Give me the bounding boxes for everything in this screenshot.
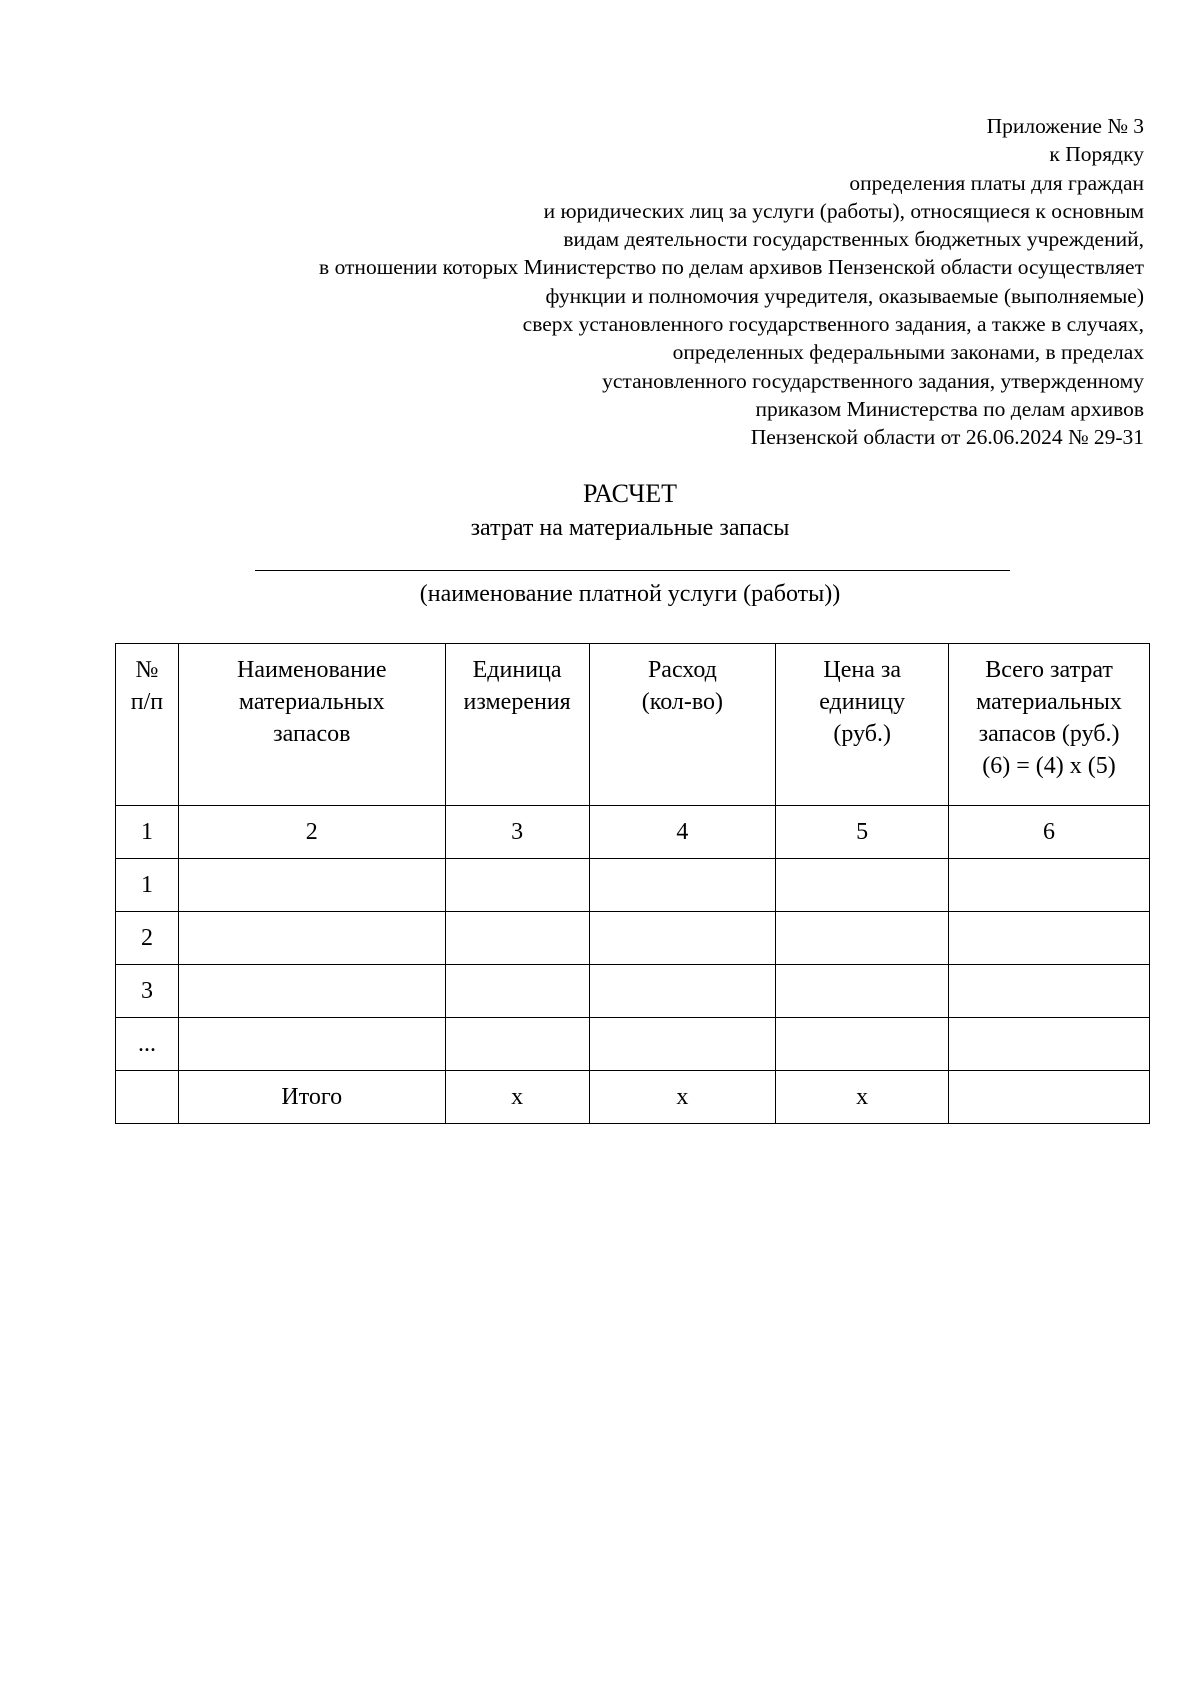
header-line: измерения [463,689,571,715]
table-cell [776,912,949,965]
header-line: Расход [647,657,717,683]
table-cell [178,965,445,1018]
header-line: Цена за [823,657,901,683]
table-cell [589,912,776,965]
table-cell: 1 [116,859,179,912]
header-line: п/п [130,689,164,715]
annex-line: в отношении которых Министерство по делам архивов Пензенской области осуществляет [319,255,1144,280]
annex-line: Пензенской области от 26.06.2024 № 29-31 [750,425,1144,450]
table-cell [589,965,776,1018]
header-consumption [589,644,776,806]
annex-line: видам деятельности государственных бюджетных учреждений, [563,227,1144,252]
header-total-cost [949,644,1150,806]
column-number-cell: 1 [116,806,179,859]
materials-cost-table [115,643,1150,1124]
table-header-row [116,644,1150,806]
column-number-cell: 2 [178,806,445,859]
table-cell: 2 [116,912,179,965]
total-cell: x [589,1071,776,1124]
column-number-cell: 3 [445,806,589,859]
total-cell: x [776,1071,949,1124]
table-cell: 3 [116,965,179,1018]
header-material-name [178,644,445,806]
table-cell [949,912,1150,965]
column-number-row [116,806,1150,859]
table-cell [178,912,445,965]
header-line: запасов (руб.) [978,721,1120,747]
annex-line: Приложение № 3 [986,114,1144,138]
table-cell [445,965,589,1018]
column-number-cell: 5 [776,806,949,859]
header-line: запасов [273,721,351,747]
table-row [116,912,1150,965]
header-line: Единица [472,657,562,683]
table-row [116,1018,1150,1071]
header-line: единицу [819,689,906,715]
service-name-blank-line [255,570,1010,571]
annex-line: установленного государственного задания, утвержденному [602,368,1144,393]
table-cell [178,1018,445,1071]
annex-line: определения платы для граждан [849,170,1144,195]
document-heading: РАСЧЕТ [583,479,677,508]
annex-line: сверх установленного государственного задания, а также в случаях, [522,312,1144,337]
header-line: материальных [238,689,385,715]
header-line: (руб.) [833,721,891,747]
annex-line: приказом Министерства по делам архивов [755,396,1144,421]
header-line: Наименование [237,657,387,683]
total-cell [116,1071,179,1124]
table-cell [776,859,949,912]
header-line: № [135,657,159,683]
annex-line: функции и полномочия учредителя, оказываемые (выполняемые) [545,283,1144,308]
annex-line: определенных федеральными законами, в пределах [672,340,1144,365]
table-cell [949,965,1150,1018]
table-cell [776,965,949,1018]
header-line: (кол-во) [641,689,724,715]
service-name-caption: (наименование платной услуги (работы)) [419,581,841,607]
header-line: Всего затрат [985,657,1113,683]
annex-line: к Порядку [1049,142,1144,167]
header-line: материальных [976,689,1122,715]
column-number-cell: 6 [949,806,1150,859]
table-cell [776,1018,949,1071]
annex-line: и юридических лиц за услуги (работы), относящиеся к основным [543,198,1144,223]
table-cell [445,1018,589,1071]
table-cell [589,1018,776,1071]
table-cell [589,859,776,912]
document-subtitle: затрат на материальные запасы [470,515,790,541]
table-cell [949,859,1150,912]
header-unit [445,644,589,806]
total-row [116,1071,1150,1124]
header-line: (6) = (4) x (5) [982,753,1116,779]
table-cell [445,859,589,912]
table-cell [178,859,445,912]
total-cell [949,1071,1150,1124]
total-cell: x [445,1071,589,1124]
header-number [116,644,179,806]
table-row [116,965,1150,1018]
table-cell [949,1018,1150,1071]
column-number-cell: 4 [589,806,776,859]
header-unit-price [776,644,949,806]
total-cell: Итого [178,1071,445,1124]
table-cell: ... [116,1018,179,1071]
table-cell [445,912,589,965]
table-row [116,859,1150,912]
annex-reference [319,112,1144,452]
